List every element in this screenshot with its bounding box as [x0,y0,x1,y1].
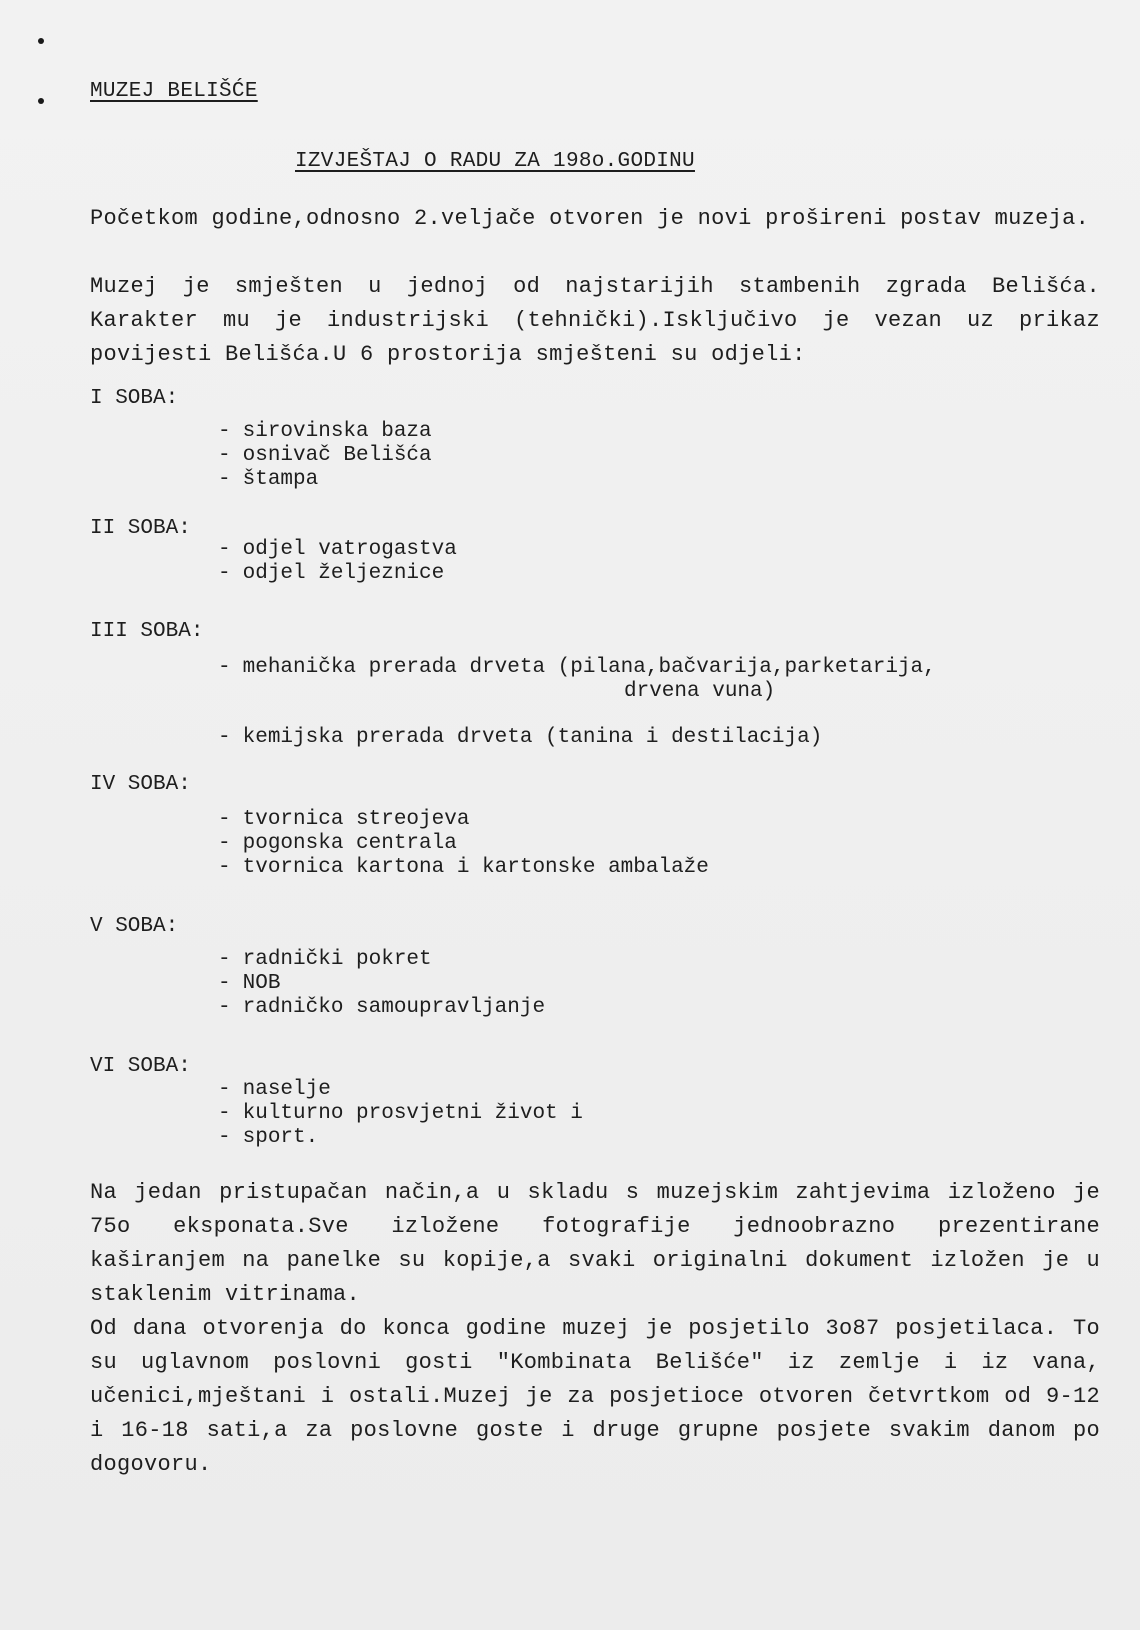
room-1-items [218,420,432,492]
room-3-items [218,656,936,750]
room-5-items [218,948,545,1020]
closing-paragraph-1: Na jedan pristupačan način,a u skladu s muzejskim zahtjevima izloženo je 75o eksponata.Sve izložene fotografije jednoobrazno prezentirane kaširanjem na panelke su kopije,a svaki originalni dokument izložen je u staklenim vitrinama. [90,1180,1100,1307]
punch-mark-bottom [38,98,44,104]
punch-mark-top [38,38,44,44]
room-4-label: IV SOBA: [90,773,191,796]
list-item: - kemijska prerada drveta (tanina i destilacija) [218,726,823,749]
room-1-label: I SOBA: [90,387,179,410]
list-item: - radnički pokret [218,948,432,971]
list-item: drvena vuna) [624,680,776,703]
room-5-label: V SOBA: [90,915,179,938]
room-4-items [218,808,709,880]
list-item: - osnivač Belišća [218,444,432,467]
intro-paragraph-1: Početkom godine,odnosno 2.veljače otvoren je novi prošireni postav muzeja. [90,206,1090,231]
list-item: - kulturno prosvjetni život i [218,1102,583,1125]
list-item: - mehanička prerada drveta (pilana,bačvarija,parketarija, [218,656,936,679]
room-2-label: II SOBA: [90,517,191,540]
list-item: - odjel vatrogastva [218,538,457,561]
document-header: MUZEJ BELIŠĆE [90,80,258,103]
list-item: - radničko samoupravljanje [218,996,546,1019]
room-6-items [218,1078,583,1150]
list-item: - tvornica kartona i kartonske ambalaže [218,856,709,879]
list-item: - tvornica streojeva [218,808,470,831]
list-item: - štampa [218,468,319,491]
document-title: IZVJEŠTAJ O RADU ZA 198o.GODINU [295,150,695,173]
list-item: - pogonska centrala [218,832,457,855]
intro-paragraph-2: Muzej je smješten u jednoj od najstarijih stambenih zgrada Belišća. Karakter mu je industrijski (tehnički).Isključivo je vezan uz prikaz povijesti Belišća.U 6 prostorija smješteni su odjeli: [90,274,1100,367]
list-item: - sport. [218,1126,319,1149]
list-item: - naselje [218,1078,331,1101]
room-2-items [218,538,457,586]
list-item: - odjel željeznice [218,562,445,585]
list-item: - NOB [218,972,281,995]
list-item: - sirovinska baza [218,420,432,443]
closing-paragraph-2: Od dana otvorenja do konca godine muzej je posjetilo 3o87 posjetilaca. To su uglavnom poslovni gosti "Kombinata Belišće" iz zemlje i iz vana, učenici,mještani i ostali.Muzej je za posjetioce otvoren četvrtkom od 9-12 i 16-18 sati,a za poslovne goste i druge grupne posjete svakim danom po dogovoru. [90,1316,1100,1477]
room-3-label: III SOBA: [90,620,204,643]
room-6-label: VI SOBA: [90,1055,191,1078]
